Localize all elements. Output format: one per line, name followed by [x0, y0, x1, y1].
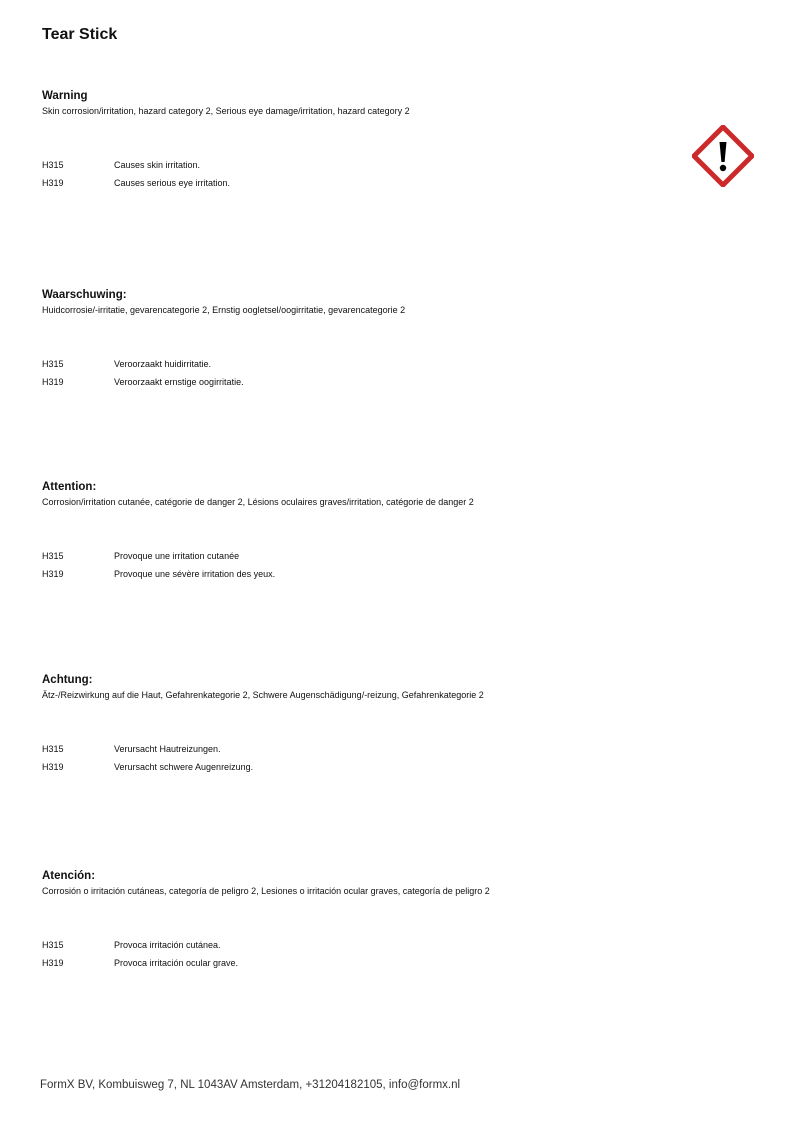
- hazard-statement: [42, 548, 742, 566]
- hazard-text: Provoque une sévère irritation des yeux.: [114, 568, 276, 579]
- hazard-statement: [42, 955, 742, 973]
- hazard-text: Causes serious eye irritation.: [114, 177, 231, 188]
- hazard-classification: Huidcorrosie/-irritatie, gevarencategorie 2, Ernstig oogletsel/oogirritatie, gevarencategorie 2: [42, 305, 406, 315]
- hazard-code: H319: [42, 957, 64, 968]
- hazard-statement: [42, 566, 742, 584]
- hazard-text: Verursacht schwere Augenreizung.: [114, 761, 254, 772]
- hazard-code: H319: [42, 568, 64, 579]
- hazard-code: H315: [42, 160, 64, 170]
- hazard-statement: [42, 356, 742, 374]
- hazard-classification: Ätz-/Reizwirkung auf die Haut, Gefahrenkategorie 2, Schwere Augenschädigung/-reizung, Gefahrenkategorie 2: [42, 690, 484, 700]
- hazard-text: Veroorzaakt huidirritatie.: [114, 359, 212, 369]
- signal-word: Achtung:: [42, 674, 93, 686]
- hazard-section-dutch: [42, 288, 742, 391]
- hazard-code: H319: [42, 376, 64, 387]
- hazard-statement: [42, 175, 742, 193]
- page-title: Tear Stick: [42, 26, 118, 43]
- signal-word: Atención:: [42, 870, 96, 882]
- hazard-section-french: [42, 480, 742, 583]
- hazard-statement: [42, 741, 742, 759]
- hazard-classification: Corrosión o irritación cutáneas, categoría de peligro 2, Lesiones o irritación ocular graves, categoría de peligro 2: [42, 886, 490, 896]
- hazard-statement-list: [42, 937, 742, 972]
- hazard-section-german: [42, 673, 742, 776]
- hazard-statement: [42, 374, 742, 392]
- hazard-text: Causes skin irritation.: [114, 160, 201, 170]
- hazard-text: Provoca irritación ocular grave.: [114, 957, 239, 968]
- hazard-code: H315: [42, 551, 64, 561]
- hazard-code: H319: [42, 177, 64, 188]
- hazard-code: H315: [42, 359, 64, 369]
- company-footer: FormX BV, Kombuisweg 7, NL 1043AV Amsterdam, +31204182105, info@formx.nl: [40, 1079, 461, 1091]
- hazard-statement-list: [42, 356, 742, 391]
- hazard-statement: [42, 937, 742, 955]
- signal-word: Attention:: [42, 481, 97, 493]
- hazard-code: H315: [42, 744, 64, 754]
- hazard-statement-list: [42, 548, 742, 583]
- hazard-classification: Skin corrosion/irritation, hazard category 2, Serious eye damage/irritation, hazard category 2: [42, 106, 410, 116]
- hazard-statement: [42, 759, 742, 777]
- hazard-text: Provoca irritación cutánea.: [114, 940, 221, 950]
- hazard-section-spanish: [42, 869, 742, 972]
- hazard-classification: Corrosion/irritation cutanée, catégorie de danger 2, Lésions oculaires graves/irritation, catégorie de danger 2: [42, 497, 474, 507]
- hazard-statement-list: [42, 157, 742, 192]
- hazard-statement: [42, 157, 742, 175]
- hazard-section-english: [42, 89, 742, 192]
- hazard-code: H315: [42, 940, 64, 950]
- hazard-text: Veroorzaakt ernstige oogirritatie.: [114, 376, 244, 387]
- hazard-text: Provoque une irritation cutanée: [114, 551, 240, 561]
- signal-word: Waarschuwing:: [42, 289, 127, 301]
- hazard-text: Verursacht Hautreizungen.: [114, 744, 221, 754]
- hazard-statement-list: [42, 741, 742, 776]
- signal-word: Warning: [42, 90, 88, 102]
- hazard-code: H319: [42, 761, 64, 772]
